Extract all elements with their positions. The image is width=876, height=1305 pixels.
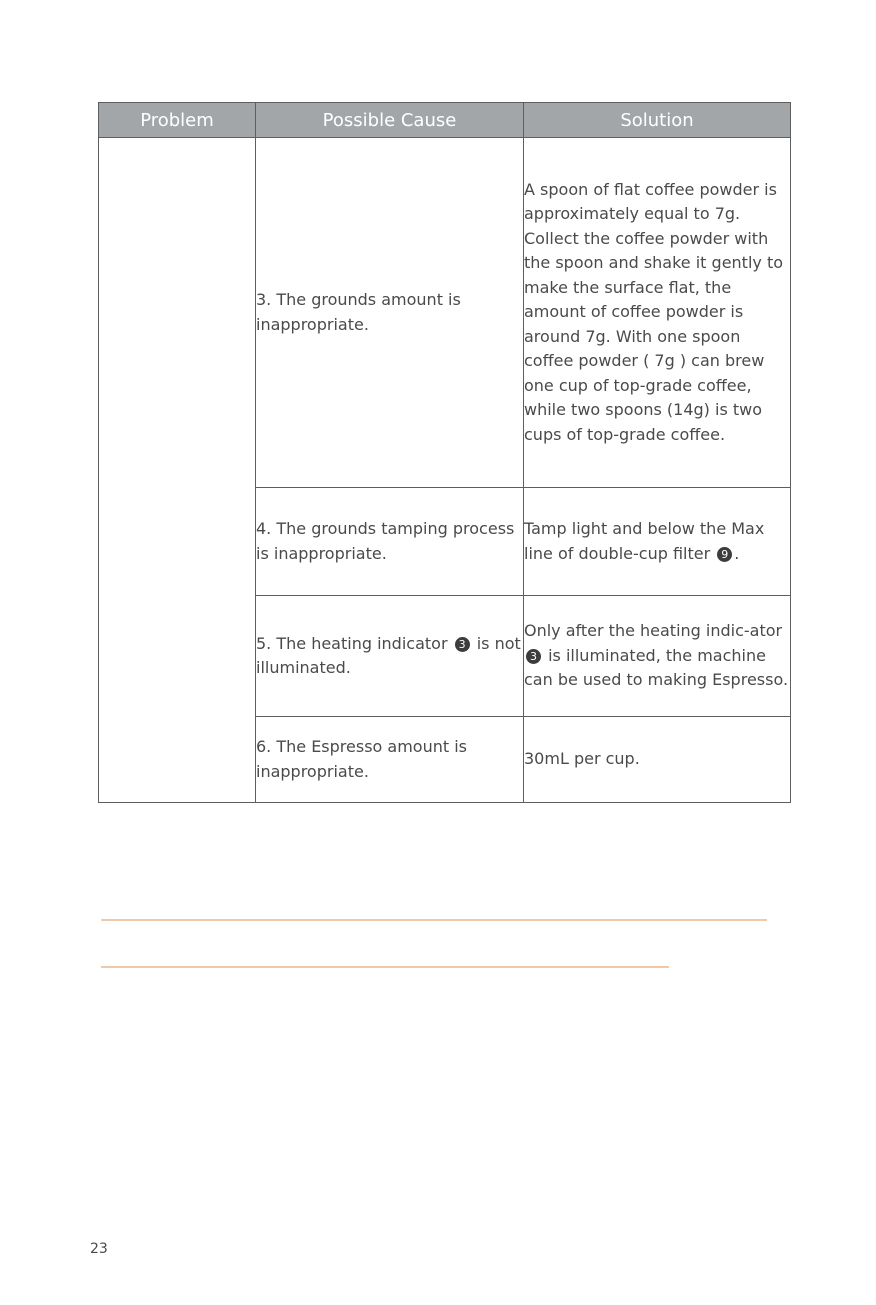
solution-cell [524,717,791,803]
cause-text: 5. The heating indicator [256,633,448,653]
solution-text: A spoon of flat coffee powder is approximately equal to 7g. Collect the coffee powder with the spoon and shake it gently to make the surface flat, the amount of coffee powder is around 7g. With one spoon coffee powder ( 7g ) can brew one cup of top-grade coffee, while two spoons (14g) is two cups of top-grade coffee. [524,179,784,444]
cause-cell [256,138,524,488]
cause-cell [256,488,524,596]
cause-cell [256,717,524,803]
cause-text: 6. The Espresso amount is inappropriate. [256,737,468,781]
header-possible-cause: Possible Cause [256,103,524,138]
table-header-row [99,103,791,138]
callout-number-icon: 3 [455,637,470,652]
table-row [99,138,791,488]
problem-cell [99,138,256,803]
solution-text: Only after the heating indic-ator [524,621,783,641]
callout-number-icon: 3 [526,649,541,664]
troubleshooting-table [98,102,791,803]
callout-number-icon: 9 [717,547,732,562]
solution-text-suffix: is illuminated, the machine can be used to making Espresso. [524,645,789,690]
divider-line [101,919,767,921]
page-number: 23 [90,1241,108,1257]
cause-text: 4. The grounds tamping process is inappropriate. [256,519,515,563]
divider-line [101,966,669,968]
solution-cell [524,138,791,488]
cause-text: 3. The grounds amount is inappropriate. [256,290,461,334]
cause-text-suffix: is not illuminated. [256,633,521,677]
header-problem: Problem [99,103,256,138]
solution-text: 30mL per cup. [524,749,640,769]
solution-cell [524,596,791,717]
solution-cell [524,488,791,596]
header-solution: Solution [524,103,791,138]
cause-cell [256,596,524,717]
solution-text-suffix: . [734,543,740,563]
solution-text: Tamp light and below the Max line of double-cup filter [524,519,765,563]
